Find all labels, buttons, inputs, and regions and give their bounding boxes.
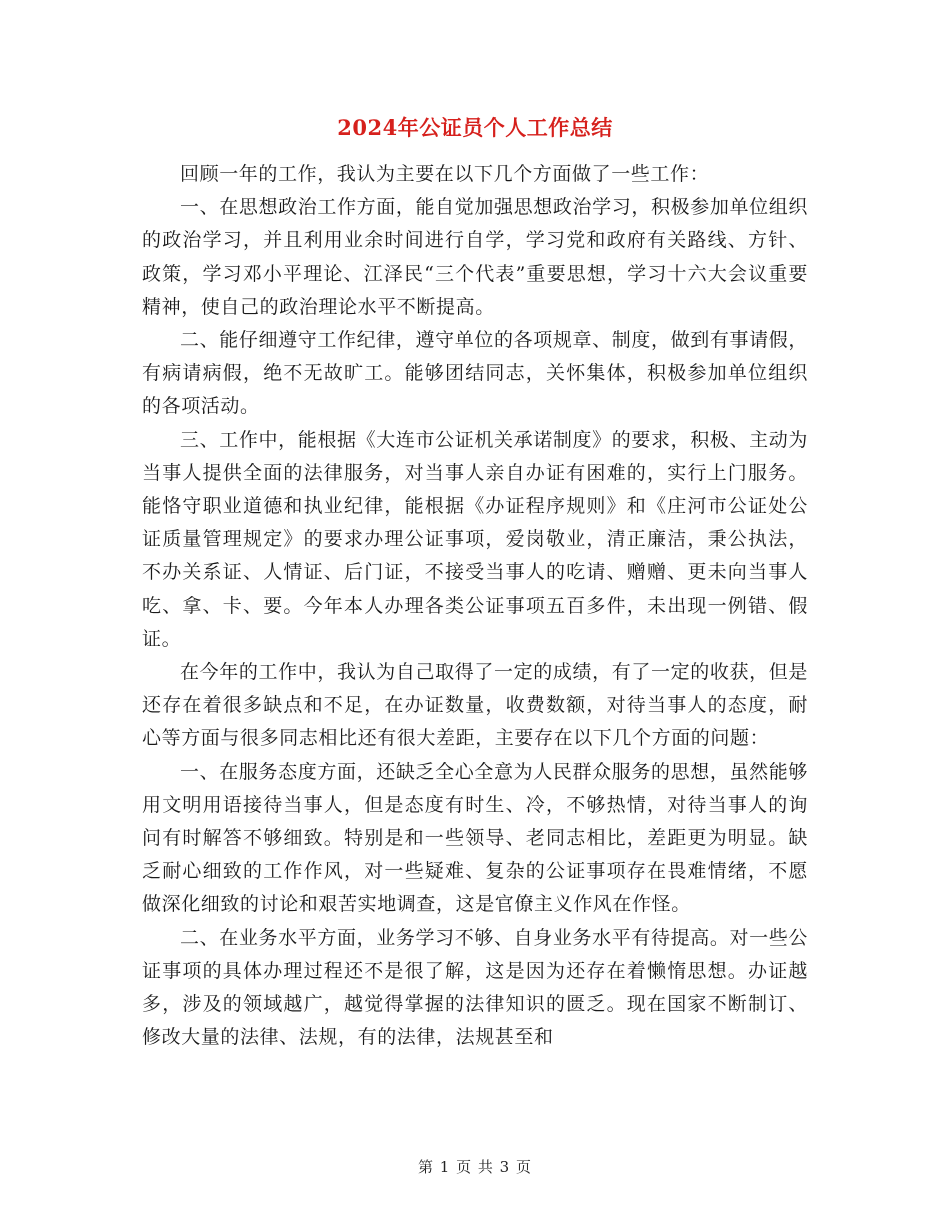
paragraph: 一、在服务态度方面，还缺乏全心全意为人民群众服务的思想，虽然能够用文明用语接待当事人，但是态度有时生、冷，不够热情，对待当事人的询问有时解答不够细致。特别是和一些领导、老同志相比，差距更为明显。缺乏耐心细致的工作作风，对一些疑难、复杂的公证事项存在畏难情绪，不愿做深化细致的讨论和艰苦实地调查，这是官僚主义作风在作怪。 xyxy=(142,760,808,916)
page-number: 第 1 页 共 3 页 xyxy=(418,1158,532,1176)
paragraph: 二、在业务水平方面，业务学习不够、自身业务水平有待提高。对一些公证事项的具体办理过程还不是很了解，这是因为还存在着懒惰思想。办证越多，涉及的领域越广，越觉得掌握的法律知识的匮乏。现在国家不断制订、修改大量的法律、法规，有的法律，法规甚至和 xyxy=(142,926,808,1049)
paragraph: 回顾一年的工作，我认为主要在以下几个方面做了一些工作： xyxy=(180,163,710,185)
document-body xyxy=(142,158,808,1054)
paragraph: 在今年的工作中，我认为自己取得了一定的成绩，有了一定的收获，但是还存在着很多缺点和不足，在办证数量，收费数额，对待当事人的态度，耐心等方面与很多同志相比还有很大差距，主要存在以下几个方面的问题： xyxy=(142,661,808,750)
document-title: 2024年公证员个人工作总结 xyxy=(337,115,613,140)
paragraph: 一、在思想政治工作方面，能自觉加强思想政治学习，积极参加单位组织的政治学习，并且利用业余时间进行自学，学习党和政府有关路线、方针、政策，学习邓小平理论、江泽民“三个代表”重要思想，学习十六大会议重要精神，使自己的政治理论水平不断提高。 xyxy=(142,196,808,318)
paragraph: 二、能仔细遵守工作纪律，遵守单位的各项规章、制度，做到有事请假，有病请病假，绝不无故旷工。能够团结同志，关怀集体，积极参加单位组织的各项活动。 xyxy=(142,329,808,418)
paragraph: 三、工作中，能根据《大连市公证机关承诺制度》的要求，积极、主动为当事人提供全面的法律服务，对当事人亲自办证有困难的，实行上门服务。能恪守职业道德和执业纪律，能根据《办证程序规则》和《庄河市公证处公证质量管理规定》的要求办理公证事项，爱岗敬业，清正廉洁，秉公执法，不办关系证、人情证、后门证，不接受当事人的吃请、赠赠、更未向当事人吃、拿、卡、要。今年本人办理各类公证事项五百多件，未出现一例错、假证。 xyxy=(142,428,808,650)
